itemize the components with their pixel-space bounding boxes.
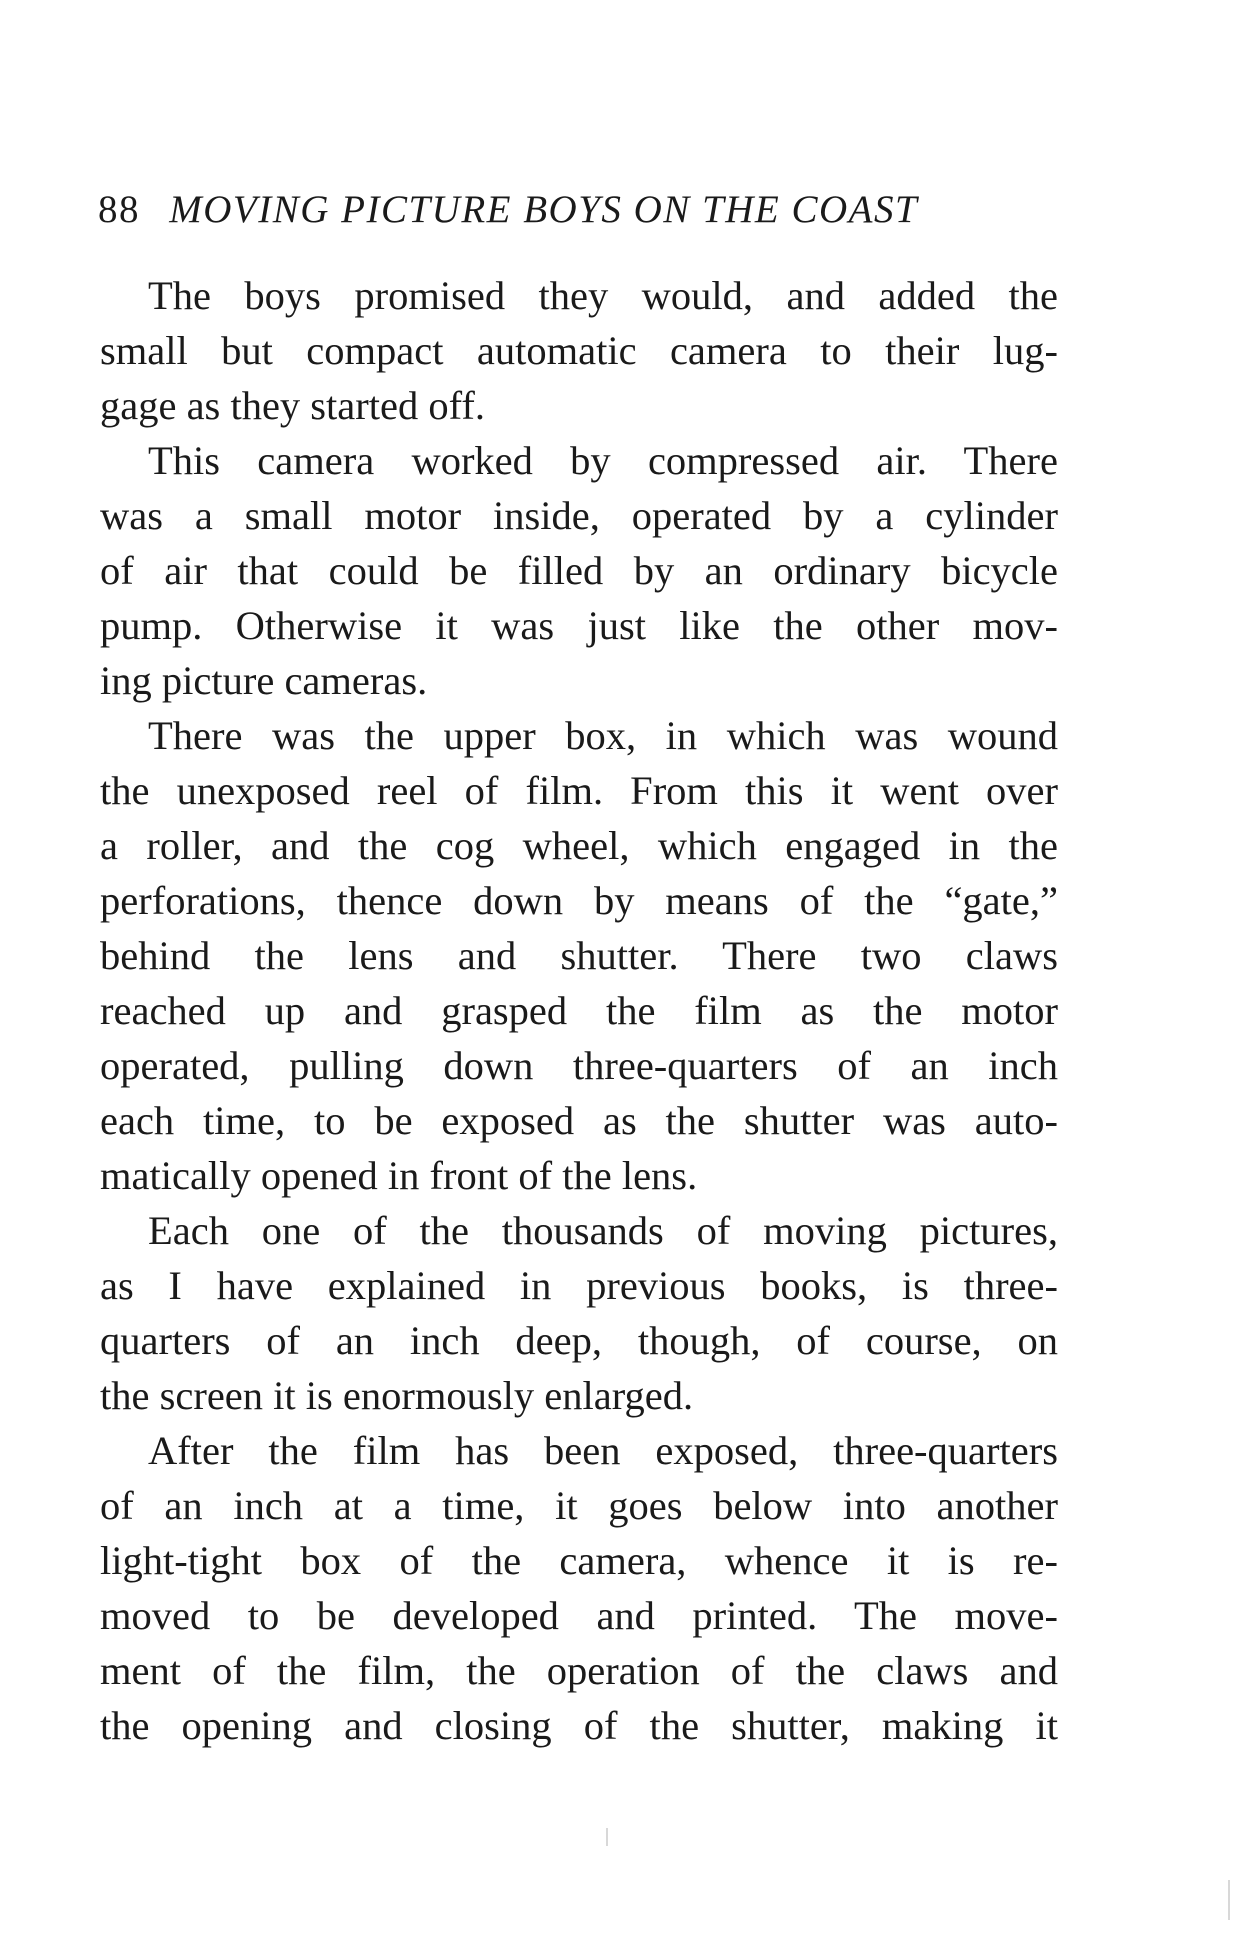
text-line: as I have explained in previous books, is three- — [100, 1263, 1058, 1308]
book-title: MOVING PICTURE BOYS ON THE COAST — [169, 188, 919, 231]
text-line: matically opened in front of the lens. — [100, 1153, 698, 1198]
paragraph-1 — [100, 268, 1058, 433]
text-line: perforations, thence down by means of the “gate,” — [100, 878, 1058, 923]
text-line: This camera worked by compressed air. There — [148, 438, 1058, 483]
scan-mark — [1228, 1880, 1230, 1920]
text-line: the unexposed reel of film. From this it went over — [100, 768, 1058, 813]
text-line: The boys promised they would, and added the — [148, 273, 1058, 318]
paragraph-3 — [100, 708, 1058, 1203]
text-line: light-tight box of the camera, whence it is re- — [100, 1538, 1058, 1583]
text-line: There was the upper box, in which was wound — [148, 713, 1058, 758]
text-line: small but compact automatic camera to their lug- — [100, 328, 1058, 373]
text-line: a roller, and the cog wheel, which engaged in the — [100, 823, 1058, 868]
paragraph-2 — [100, 433, 1058, 708]
scan-mark — [606, 1828, 608, 1846]
page-number: 88 — [98, 188, 140, 231]
text-line: moved to be developed and printed. The move- — [100, 1593, 1058, 1638]
text-line: was a small motor inside, operated by a cylinder — [100, 493, 1058, 538]
text-line: ing picture cameras. — [100, 658, 428, 703]
text-line: Each one of the thousands of moving pictures, — [148, 1208, 1058, 1253]
text-line: gage as they started off. — [100, 383, 485, 428]
text-line: of an inch at a time, it goes below into another — [100, 1483, 1058, 1528]
text-line: reached up and grasped the film as the motor — [100, 988, 1058, 1033]
text-line: ment of the film, the operation of the claws and — [100, 1648, 1058, 1693]
paragraph-4 — [100, 1203, 1058, 1423]
body-text — [100, 268, 1058, 1753]
text-line: behind the lens and shutter. There two claws — [100, 933, 1058, 978]
text-line: pump. Otherwise it was just like the other mov- — [100, 603, 1058, 648]
paragraph-5 — [100, 1423, 1058, 1753]
running-head — [98, 184, 1058, 236]
text-line: quarters of an inch deep, though, of course, on — [100, 1318, 1058, 1363]
text-line: the opening and closing of the shutter, making it — [100, 1703, 1058, 1748]
text-line: operated, pulling down three-quarters of an inch — [100, 1043, 1058, 1088]
text-line: the screen it is enormously enlarged. — [100, 1373, 694, 1418]
text-line: After the film has been exposed, three-quarters — [148, 1428, 1058, 1473]
text-line: of air that could be filled by an ordinary bicycle — [100, 548, 1058, 593]
text-line: each time, to be exposed as the shutter was auto- — [100, 1098, 1058, 1143]
